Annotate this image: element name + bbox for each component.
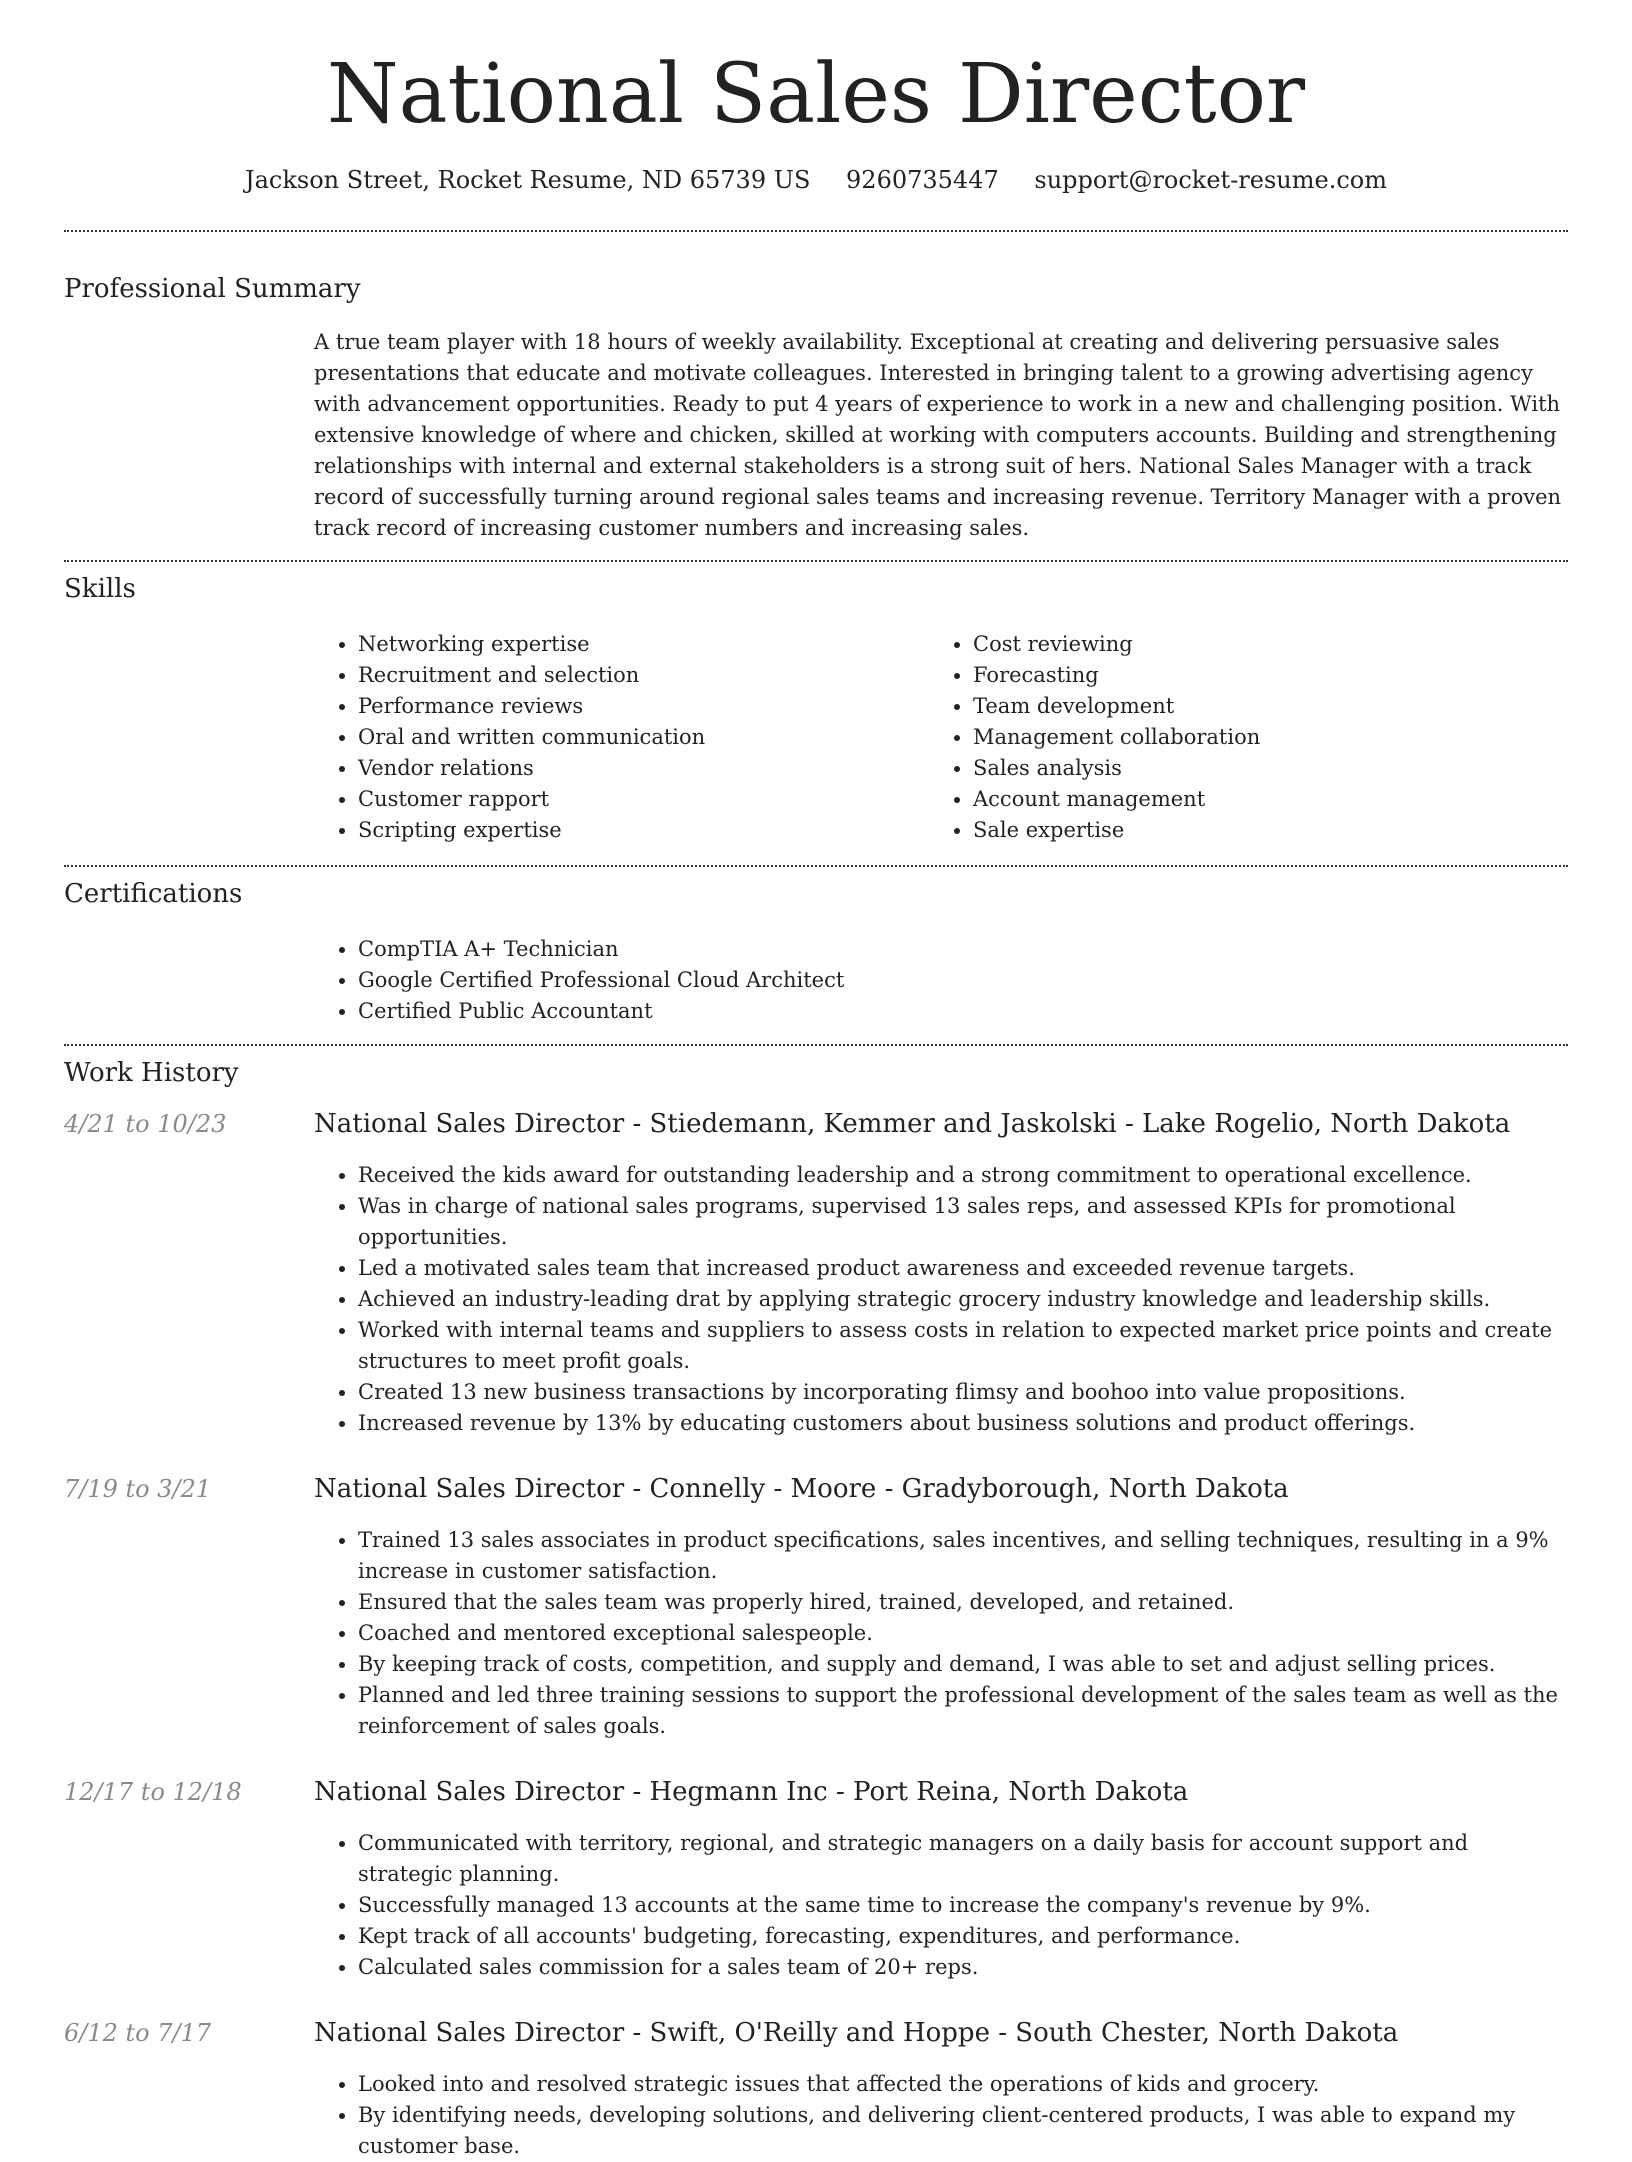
- list-item: • Led a motivated sales team that increased product awareness and exceeded revenue targets.: [358, 1253, 1568, 1284]
- job-body: [314, 2015, 1568, 2162]
- certifications-section: [0, 867, 1632, 1027]
- job-title: National Sales Director - Swift, O'Reilly and Hoppe - South Chester, North Dakota: [314, 2018, 1399, 2049]
- job-title: National Sales Director - Connelly - Moore - Gradyborough, North Dakota: [314, 1474, 1289, 1505]
- list-item: • Increased revenue by 13% by educating customers about business solutions and product offerings.: [358, 1408, 1568, 1439]
- list-item: • Account management: [973, 784, 1544, 815]
- list-item: • Worked with internal teams and suppliers to assess costs in relation to expected market price points and create structures to meet profit goals.: [358, 1315, 1568, 1377]
- list-item: • Cost reviewing: [973, 629, 1544, 660]
- list-item: • Coached and mentored exceptional salespeople.: [358, 1618, 1568, 1649]
- list-item: • Vendor relations: [358, 753, 929, 784]
- work-history-heading: Work History: [64, 1058, 239, 1089]
- list-item: • Customer rapport: [358, 784, 929, 815]
- job-entry: [64, 1106, 1568, 1439]
- skills-column-left: [314, 629, 929, 846]
- candidate-name: National Sales Director: [326, 47, 1306, 142]
- list-item: • Sales analysis: [973, 753, 1544, 784]
- job-body: [314, 1471, 1568, 1742]
- list-item: • Was in charge of national sales programs, supervised 13 sales reps, and assessed KPIs for promotional opportunities.: [358, 1191, 1568, 1253]
- job-entry: [64, 1774, 1568, 1983]
- list-item: • Calculated sales commission for a sales team of 20+ reps.: [358, 1952, 1568, 1983]
- skills-list-left: [314, 629, 929, 846]
- list-item: • Forecasting: [973, 660, 1544, 691]
- list-item: • Kept track of all accounts' budgeting, forecasting, expenditures, and performance.: [358, 1921, 1568, 1952]
- list-item: • Looked into and resolved strategic issues that affected the operations of kids and grocery.: [358, 2069, 1568, 2100]
- job-title: National Sales Director - Stiedemann, Kemmer and Jaskolski - Lake Rogelio, North Dakota: [314, 1109, 1511, 1140]
- list-item: • CompTIA A+ Technician: [358, 934, 1568, 965]
- job-bullets: [314, 1828, 1568, 1983]
- job-dates: 12/17 to 12/18: [64, 1778, 242, 1807]
- resume-header: [0, 0, 1632, 194]
- list-item: • Received the kids award for outstanding leadership and a strong commitment to operational excellence.: [358, 1160, 1568, 1191]
- email-text: support@rocket-resume.com: [1034, 166, 1387, 195]
- job-title: National Sales Director - Hegmann Inc - Port Reina, North Dakota: [314, 1777, 1189, 1808]
- summary-paragraph: A true team player with 18 hours of weekly availability. Exceptional at creating and delivering persuasive sales presentations that educate and motivate colleagues. Interested in bringing talent to a growing advertising agency with advancement opportunities. Ready to put 4 years of experience to work in a new and challenging position. With extensive knowledge of where and chicken, skilled at working with computers accounts. Building and strengthening relationships with internal and external stakeholders is a strong suit of hers. National Sales Manager with a track record of successfully turning around regional sales teams and increasing revenue. Territory Manager with a proven track record of increasing customer numbers and increasing sales.: [314, 330, 1562, 541]
- job-body: [314, 1774, 1568, 1983]
- certifications-heading: Certifications: [64, 879, 243, 910]
- list-item: • Achieved an industry-leading drat by applying strategic grocery industry knowledge and leadership skills.: [358, 1284, 1568, 1315]
- list-item: • Team development: [973, 691, 1544, 722]
- certifications-list: [314, 934, 1568, 1027]
- skills-column-right: [929, 629, 1544, 846]
- summary-section: [0, 232, 1632, 544]
- job-bullets: [314, 1525, 1568, 1742]
- skills-section: [0, 562, 1632, 846]
- address-text: Jackson Street, Rocket Resume, ND 65739 US: [244, 166, 811, 195]
- job-entry: [64, 1471, 1568, 1742]
- job-bullets: [314, 1160, 1568, 1439]
- list-item: • By identifying needs, developing solutions, and delivering client-centered products, I was able to expand my customer base.: [358, 2100, 1568, 2162]
- list-item: • Performance reviews: [358, 691, 929, 722]
- list-item: • Planned and led three training sessions to support the professional development of the sales team as well as the reinforcement of sales goals.: [358, 1680, 1568, 1742]
- job-bullets: [314, 2069, 1568, 2162]
- job-dates: 6/12 to 7/17: [64, 2019, 212, 2048]
- list-item: • By keeping track of costs, competition, and supply and demand, I was able to set and adjust selling prices.: [358, 1649, 1568, 1680]
- list-item: • Trained 13 sales associates in product specifications, sales incentives, and selling techniques, resulting in a 9% increase in customer satisfaction.: [358, 1525, 1568, 1587]
- skills-list-right: [929, 629, 1544, 846]
- job-dates: 7/19 to 3/21: [64, 1475, 212, 1504]
- summary-heading: Professional Summary: [64, 274, 361, 305]
- list-item: • Communicated with territory, regional, and strategic managers on a daily basis for account support and strategic planning.: [358, 1828, 1568, 1890]
- list-item: • Google Certified Professional Cloud Architect: [358, 965, 1568, 996]
- list-item: • Ensured that the sales team was properly hired, trained, developed, and retained.: [358, 1587, 1568, 1618]
- list-item: • Sale expertise: [973, 815, 1544, 846]
- list-item: • Oral and written communication: [358, 722, 929, 753]
- job-dates: 4/21 to 10/23: [64, 1110, 227, 1139]
- list-item: • Certified Public Accountant: [358, 996, 1568, 1027]
- job-entry: [64, 2015, 1568, 2162]
- list-item: • Networking expertise: [358, 629, 929, 660]
- list-item: • Scripting expertise: [358, 815, 929, 846]
- job-body: [314, 1106, 1568, 1439]
- list-item: • Successfully managed 13 accounts at the same time to increase the company's revenue by 9%.: [358, 1890, 1568, 1921]
- list-item: • Created 13 new business transactions by incorporating flimsy and boohoo into value propositions.: [358, 1377, 1568, 1408]
- jobs-container: [64, 1106, 1568, 2162]
- skills-heading: Skills: [64, 574, 136, 605]
- phone-text: 9260735447: [846, 166, 999, 195]
- work-history-section: [0, 1046, 1632, 2162]
- contact-line: [0, 166, 1632, 194]
- list-item: • Management collaboration: [973, 722, 1544, 753]
- list-item: • Recruitment and selection: [358, 660, 929, 691]
